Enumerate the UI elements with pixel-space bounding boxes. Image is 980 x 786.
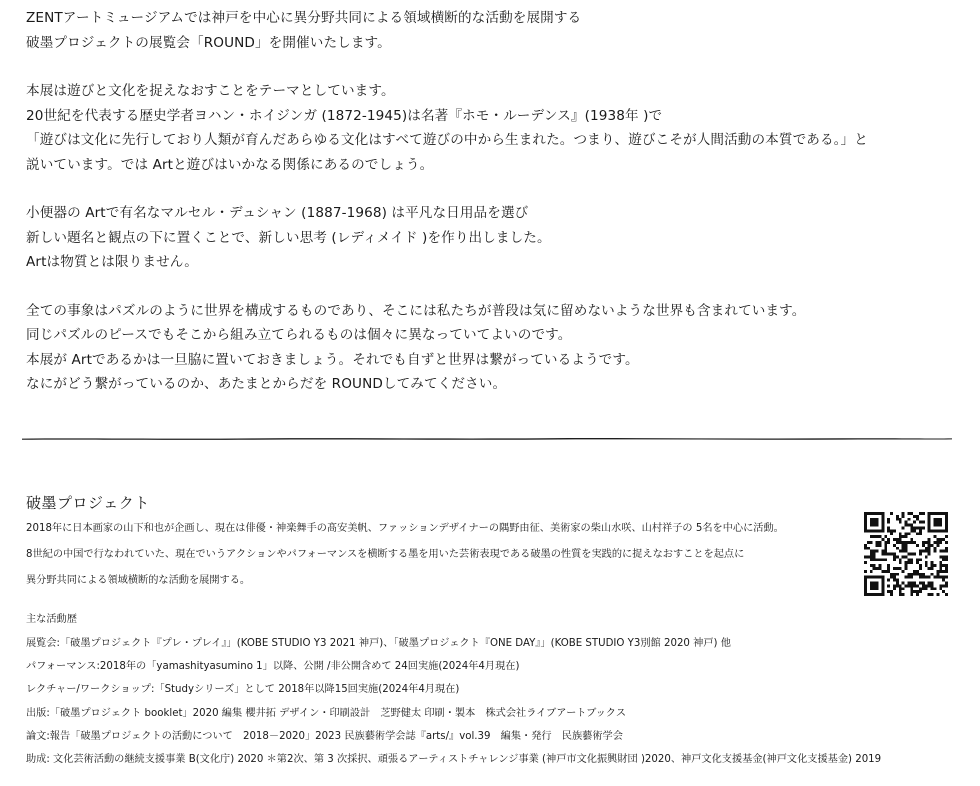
project-description-line: 2018年に日本画家の山下和也が企画し、現在は俳優・神楽舞手の髙安美帆、ファッションデザイナーの隅野由征、美術家の柴山水咲、山村祥子の 5名を中心に活動。 <box>26 523 784 534</box>
intro-line: 20世紀を代表する歴史学者ヨハン・ホイジンガ (1872-1945)は名著『ホモ・ルーデンス』(1938年 )で <box>26 107 663 124</box>
intro-line: Artは物質とは限りません。 <box>26 254 198 270</box>
brush-divider <box>22 436 952 441</box>
intro-line: ZENTアートミュージアムでは神戸を中心に異分野共同による領域横断的な活動を展開する <box>26 10 582 26</box>
intro-line: 全ての事象はパズルのように世界を構成するものであり、そこには私たちが普段は気に留めないような世界も含まれています。 <box>26 302 806 319</box>
intro-line: 「遊びは文化に先行しており人類が育んだあらゆる文化はすべて遊びの中から生まれた。つまり、遊びこそが人間活動の本質である。」と <box>26 132 868 148</box>
intro-text <box>26 6 966 421</box>
activity-item: レクチャー/ワークショップ:「Studyシリーズ」として 2018年以降15回実施(2024年4月現在) <box>26 684 460 696</box>
activity-item: 助成: 文化芸術活動の継続支援事業 B(文化庁) 2020 ＊第2次、第 3 次採択、頑張るアーティストチャレンジ事業 (神戸市文化振興財団 )2020、神戸文化支援基金(神戸文化支援基金) 2019 <box>26 754 882 766</box>
project-heading: 破墨プロジェクト <box>26 494 150 512</box>
project-description-line: 8世紀の中国で行なわれていた、現在でいうアクションやパフォーマンスを横断する墨を用いた芸術表現である破墨の性質を実践的に捉えなおすことを起点に <box>26 549 745 560</box>
intro-line: 本展は遊びと文化を捉えなおすことをテーマとしています。 <box>26 83 395 99</box>
intro-line: 小便器の Artで有名なマルセル・デュシャン (1887-1968) は平凡な日用品を選び <box>26 205 529 221</box>
project-about <box>26 492 866 594</box>
project-description-line: 異分野共同による領域横断的な活動を展開する。 <box>26 575 251 586</box>
intro-line: 新しい題名と観点の下に置くことで、新しい思考 (レディメイド )を作り出しました。 <box>26 229 551 246</box>
activity-item: 論文:報告「破墨プロジェクトの活動について 2018－2020」2023 民族藝術学会誌『arts/』vol.39 編集・発行 民族藝術学会 <box>26 730 623 742</box>
qr-code-icon[interactable] <box>864 512 948 596</box>
activity-item: 出版:「破墨プロジェクト booklet」2020 編集 櫻井拓 デザイン・印刷設計 芝野健太 印刷・製本 株式会社ライブアートブックス <box>26 707 627 719</box>
intro-paragraph <box>26 6 966 55</box>
intro-line: 同じパズルのピースでもそこから組み立てられるものは個々に異なっていてよいのです。 <box>26 327 572 343</box>
intro-line: 破墨プロジェクトの展覧会「ROUND」を開催いたします。 <box>26 34 391 51</box>
activity-history-title: 主な活動歴 <box>26 614 77 625</box>
intro-line: 説いています。では Artと遊びはいかなる関係にあるのでしょう。 <box>26 156 434 173</box>
intro-paragraph <box>26 299 966 397</box>
activity-history <box>26 608 966 771</box>
intro-line: なにがどう繋がっているのか、あたまとからだを ROUNDしてみてください。 <box>26 376 507 392</box>
intro-paragraph <box>26 79 966 177</box>
activity-item: 展覧会:「破墨プロジェクト『プレ・プレイ』」(KOBE STUDIO Y3 2021 神戸)、「破墨プロジェクト『ONE DAY』」(KOBE STUDIO Y3別館 2020 神戸) 他 <box>26 638 731 649</box>
activity-item: パフォーマンス:2018年の「yamashityasumino 1」以降、公開 /非公開含めて 24回実施(2024年4月現在) <box>26 661 520 673</box>
intro-paragraph <box>26 201 966 275</box>
intro-line: 本展が Artであるかは一旦脇に置いておきましょう。それでも自ずと世界は繋がっているようです。 <box>26 351 639 368</box>
